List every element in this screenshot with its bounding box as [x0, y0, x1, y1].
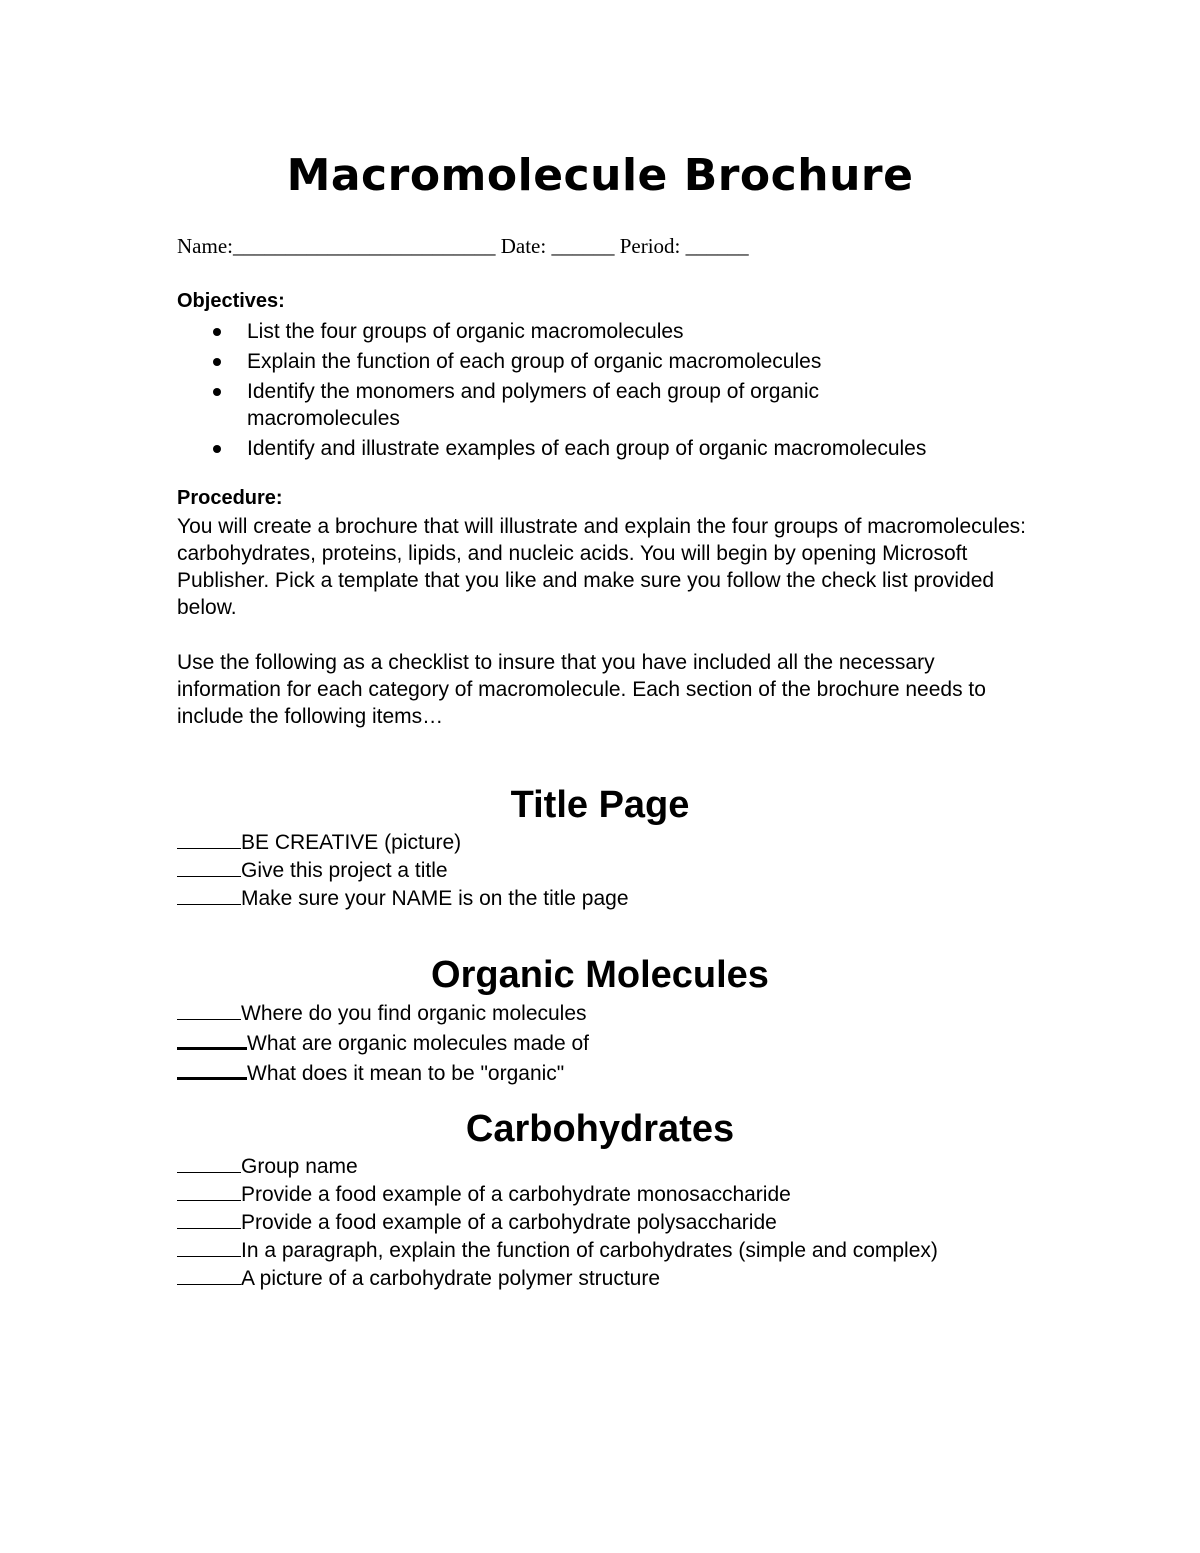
checklist-item: A picture of a carbohydrate polymer structure	[177, 1264, 1077, 1292]
checkbox-blank	[177, 884, 241, 905]
checklist-carbohydrates	[177, 1152, 1077, 1292]
bullet-icon	[213, 445, 221, 453]
objectives-list	[177, 318, 1077, 462]
checklist-item: Where do you find organic molecules	[177, 999, 1077, 1027]
section-heading-organic-molecules: Organic Molecules	[431, 954, 769, 996]
checkbox-blank	[177, 1236, 241, 1257]
checkbox-blank	[177, 856, 241, 877]
checkbox-blank	[177, 1152, 241, 1173]
checklist-intro-paragraph: Use the following as a checklist to insure that you have included all the necessary information for each category of macromolecule. Each section of the brochure needs to include the following items…	[177, 651, 986, 728]
checkbox-blank	[177, 1057, 247, 1080]
bullet-icon	[213, 328, 221, 336]
checklist-item: Group name	[177, 1152, 1077, 1180]
checkbox-blank	[177, 1208, 241, 1229]
checkbox-blank	[177, 999, 241, 1020]
objective-item: List the four groups of organic macromolecules	[177, 318, 1077, 345]
checklist-item: Provide a food example of a carbohydrate monosaccharide	[177, 1180, 1077, 1208]
checkbox-blank	[177, 1264, 241, 1285]
name-date-period-line: Name:_________________________ Date: ______ Period: ______	[177, 234, 749, 258]
bullet-icon	[213, 358, 221, 366]
checklist-item: BE CREATIVE (picture)	[177, 828, 1077, 856]
objective-item: Explain the function of each group of organic macromolecules	[177, 348, 1077, 375]
section-heading-carbohydrates: Carbohydrates	[465, 1108, 735, 1150]
checklist-item: Make sure your NAME is on the title page	[177, 884, 1077, 912]
procedure-paragraph: You will create a brochure that will illustrate and explain the four groups of macromolecules: carbohydrates, proteins, lipids, and nucleic acids. You will begin by opening Microsoft Publisher. Pick a template that you like and make sure you follow the check list provided below.	[177, 515, 1027, 619]
checklist-item: What does it mean to be "organic"	[177, 1057, 1077, 1087]
document-title: Macromolecule Brochure	[286, 150, 914, 201]
section-heading-title-page: Title Page	[510, 784, 690, 826]
checkbox-blank	[177, 1180, 241, 1201]
checklist-title-page	[177, 828, 1077, 912]
checklist-item: Give this project a title	[177, 856, 1077, 884]
checklist-organic-molecules	[177, 999, 1077, 1087]
checklist-item: In a paragraph, explain the function of carbohydrates (simple and complex)	[177, 1236, 1077, 1264]
procedure-label: Procedure:	[177, 487, 283, 509]
checkbox-blank	[177, 828, 241, 849]
objective-item: Identify and illustrate examples of each group of organic macromolecules	[177, 435, 1077, 462]
checkbox-blank	[177, 1027, 247, 1050]
objectives-label: Objectives:	[177, 290, 285, 312]
checklist-item: What are organic molecules made of	[177, 1027, 1077, 1057]
checklist-item: Provide a food example of a carbohydrate polysaccharide	[177, 1208, 1077, 1236]
objective-item: Identify the monomers and polymers of each group of organic macromolecules	[177, 378, 897, 432]
bullet-icon	[213, 388, 221, 396]
